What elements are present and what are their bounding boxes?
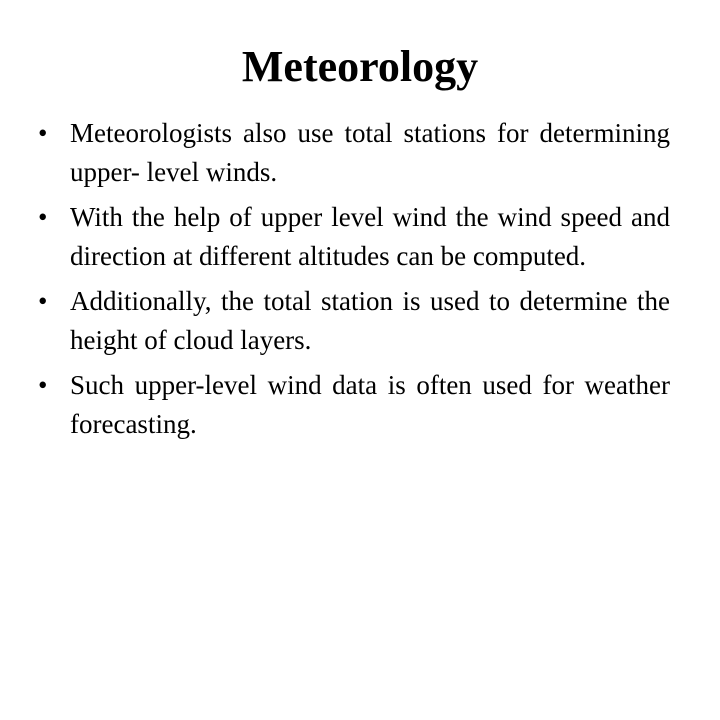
slide-title: Meteorology — [241, 42, 479, 91]
bullet-item-4 — [36, 366, 670, 444]
bullet-text-2: With the help of upper level wind the wind speed and direction at different altitudes can be computed. — [70, 202, 670, 271]
bullet-item-1 — [36, 114, 670, 192]
bullet-text-1: Meteorologists also use total stations for determining upper- level winds. — [70, 118, 670, 187]
bullet-text-3: Additionally, the total station is used to determine the height of cloud layers. — [70, 286, 670, 355]
bullet-dot-icon: • — [38, 118, 48, 148]
bullet-dot-icon: • — [38, 202, 48, 232]
bullet-list — [36, 114, 670, 450]
bullet-item-2 — [36, 198, 670, 276]
bullet-dot-icon: • — [38, 370, 48, 400]
bullet-text-4: Such upper-level wind data is often used for weather forecasting. — [70, 370, 670, 439]
bullet-item-3 — [36, 282, 670, 360]
bullet-dot-icon: • — [38, 286, 48, 316]
